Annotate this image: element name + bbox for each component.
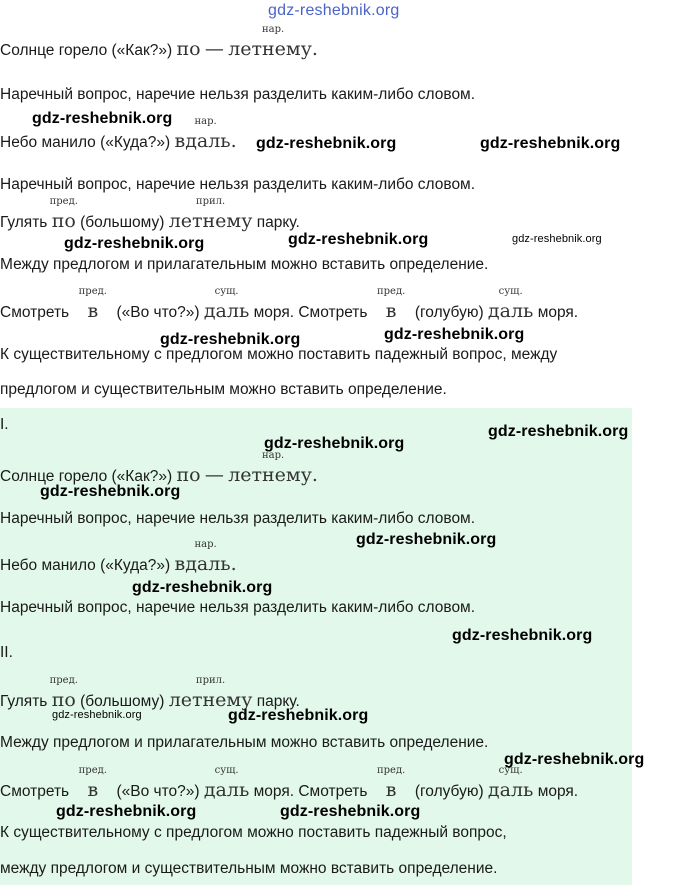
pos-tag: нар. <box>261 24 285 35</box>
sentence-text: (большому) <box>80 693 165 710</box>
watermark: gdz-reshebnik.org <box>288 231 429 248</box>
sentence-text: Смотреть <box>0 783 70 800</box>
pos-tag: пред. <box>376 765 406 776</box>
watermark: gdz-reshebnik.org <box>504 751 645 768</box>
sentence-text: (голубую) <box>414 304 484 321</box>
pos-tag: сущ. <box>214 765 239 776</box>
sentence-text: моря. <box>537 783 579 800</box>
explanation: Наречный вопрос, наречие нельзя разделить каким-либо словом. <box>0 599 476 616</box>
pos-tag: сущ. <box>214 286 239 297</box>
sentence-text: («Во что?») <box>116 783 200 800</box>
sentence-3 <box>0 196 300 232</box>
watermark: gdz-reshebnik.org <box>452 627 593 644</box>
watermark: gdz-reshebnik.org <box>480 135 621 152</box>
explanation: между предлогом и существительным можно вставить определение. <box>0 860 498 877</box>
word: даль <box>487 300 534 322</box>
sentence-text: моря. Смотреть <box>253 304 368 321</box>
word: даль <box>487 779 534 801</box>
word: даль <box>203 779 250 801</box>
sentence-text: Смотреть <box>0 304 70 321</box>
sentence-text: моря. Смотреть <box>253 783 368 800</box>
explanation: Наречный вопрос, наречие нельзя разделить каким-либо словом. <box>0 510 476 527</box>
pos-tag: нар. <box>194 116 217 127</box>
sentence-text: парку. <box>256 214 300 231</box>
explanation: К существительному с предлогом можно поставить падежный вопрос, <box>0 824 507 841</box>
watermark: gdz-reshebnik.org <box>384 326 525 343</box>
sentence-text: Солнце горело («Как?») <box>0 468 173 485</box>
sentence-text: Гулять <box>0 214 48 231</box>
pos-tag: пред. <box>49 196 78 207</box>
site-header-link[interactable]: gdz-reshebnik.org <box>268 2 400 19</box>
sentence-text: (голубую) <box>414 783 484 800</box>
word: по <box>51 210 76 232</box>
word: в <box>385 300 397 322</box>
watermark: gdz-reshebnik.org <box>32 110 173 127</box>
word: вдаль. <box>174 553 237 575</box>
explanation: предлогом и существительным можно вставить определение. <box>0 381 447 398</box>
watermark: gdz-reshebnik.org <box>256 135 397 152</box>
word: летнему. <box>228 38 318 60</box>
pos-tag: сущ. <box>498 286 523 297</box>
pos-tag: пред. <box>49 675 78 686</box>
sentence-text: моря. <box>537 304 579 321</box>
explanation: Наречный вопрос, наречие нельзя разделить каким-либо словом. <box>0 176 476 193</box>
word: в <box>87 300 99 322</box>
watermark: gdz-reshebnik.org <box>280 803 421 820</box>
word: летнему. <box>228 464 318 486</box>
word: летнему <box>168 210 253 232</box>
sentence-text: парку. <box>256 693 300 710</box>
pos-tag: пред. <box>376 286 406 297</box>
watermark: gdz-reshebnik.org <box>488 423 629 440</box>
dash: — <box>204 464 224 486</box>
explanation: Между предлогом и прилагательным можно вставить определение. <box>0 734 489 751</box>
word: по <box>51 689 76 711</box>
sentence-2 <box>0 539 237 575</box>
watermark: gdz-reshebnik.org <box>228 707 369 724</box>
word: летнему <box>168 689 253 711</box>
word: по <box>176 38 201 60</box>
watermark: gdz-reshebnik.org <box>132 579 273 596</box>
watermark: gdz-reshebnik.org <box>160 331 301 348</box>
watermark: gdz-reshebnik.org <box>56 803 197 820</box>
pos-tag: нар. <box>261 450 285 461</box>
watermark: gdz-reshebnik.org <box>52 709 142 721</box>
sentence-1 <box>0 24 318 60</box>
sentence-4 <box>0 765 579 801</box>
section-label-1: I. <box>0 416 9 433</box>
watermark: gdz-reshebnik.org <box>356 531 497 548</box>
word: в <box>87 779 99 801</box>
word: в <box>385 779 397 801</box>
watermark: gdz-reshebnik.org <box>512 233 602 245</box>
section-label-2: II. <box>0 644 13 661</box>
sentence-4 <box>0 286 579 322</box>
word: по <box>176 464 201 486</box>
watermark: gdz-reshebnik.org <box>64 235 205 252</box>
explanation: Наречный вопрос, наречие нельзя разделить каким-либо словом. <box>0 86 476 103</box>
watermark: gdz-reshebnik.org <box>40 483 181 500</box>
dash: — <box>204 38 224 60</box>
sentence-text: («Во что?») <box>116 304 200 321</box>
pos-tag: пред. <box>78 286 107 297</box>
pos-tag: прил. <box>195 675 226 686</box>
sentence-text: Гулять <box>0 693 48 710</box>
word: даль <box>203 300 250 322</box>
sentence-text: Небо манило («Куда?») <box>0 134 171 151</box>
pos-tag: пред. <box>78 765 107 776</box>
sentence-text: Небо манило («Куда?») <box>0 557 171 574</box>
word: вдаль. <box>174 130 237 152</box>
watermark: gdz-reshebnik.org <box>264 435 405 452</box>
pos-tag: сущ. <box>498 765 523 776</box>
sentence-text: (большому) <box>80 214 165 231</box>
pos-tag: прил. <box>195 196 226 207</box>
pos-tag: нар. <box>194 539 217 550</box>
sentence-text: Солнце горело («Как?») <box>0 42 173 59</box>
explanation: К существительному с предлогом можно поставить падежный вопрос, между <box>0 346 558 363</box>
explanation: Между предлогом и прилагательным можно вставить определение. <box>0 256 489 273</box>
